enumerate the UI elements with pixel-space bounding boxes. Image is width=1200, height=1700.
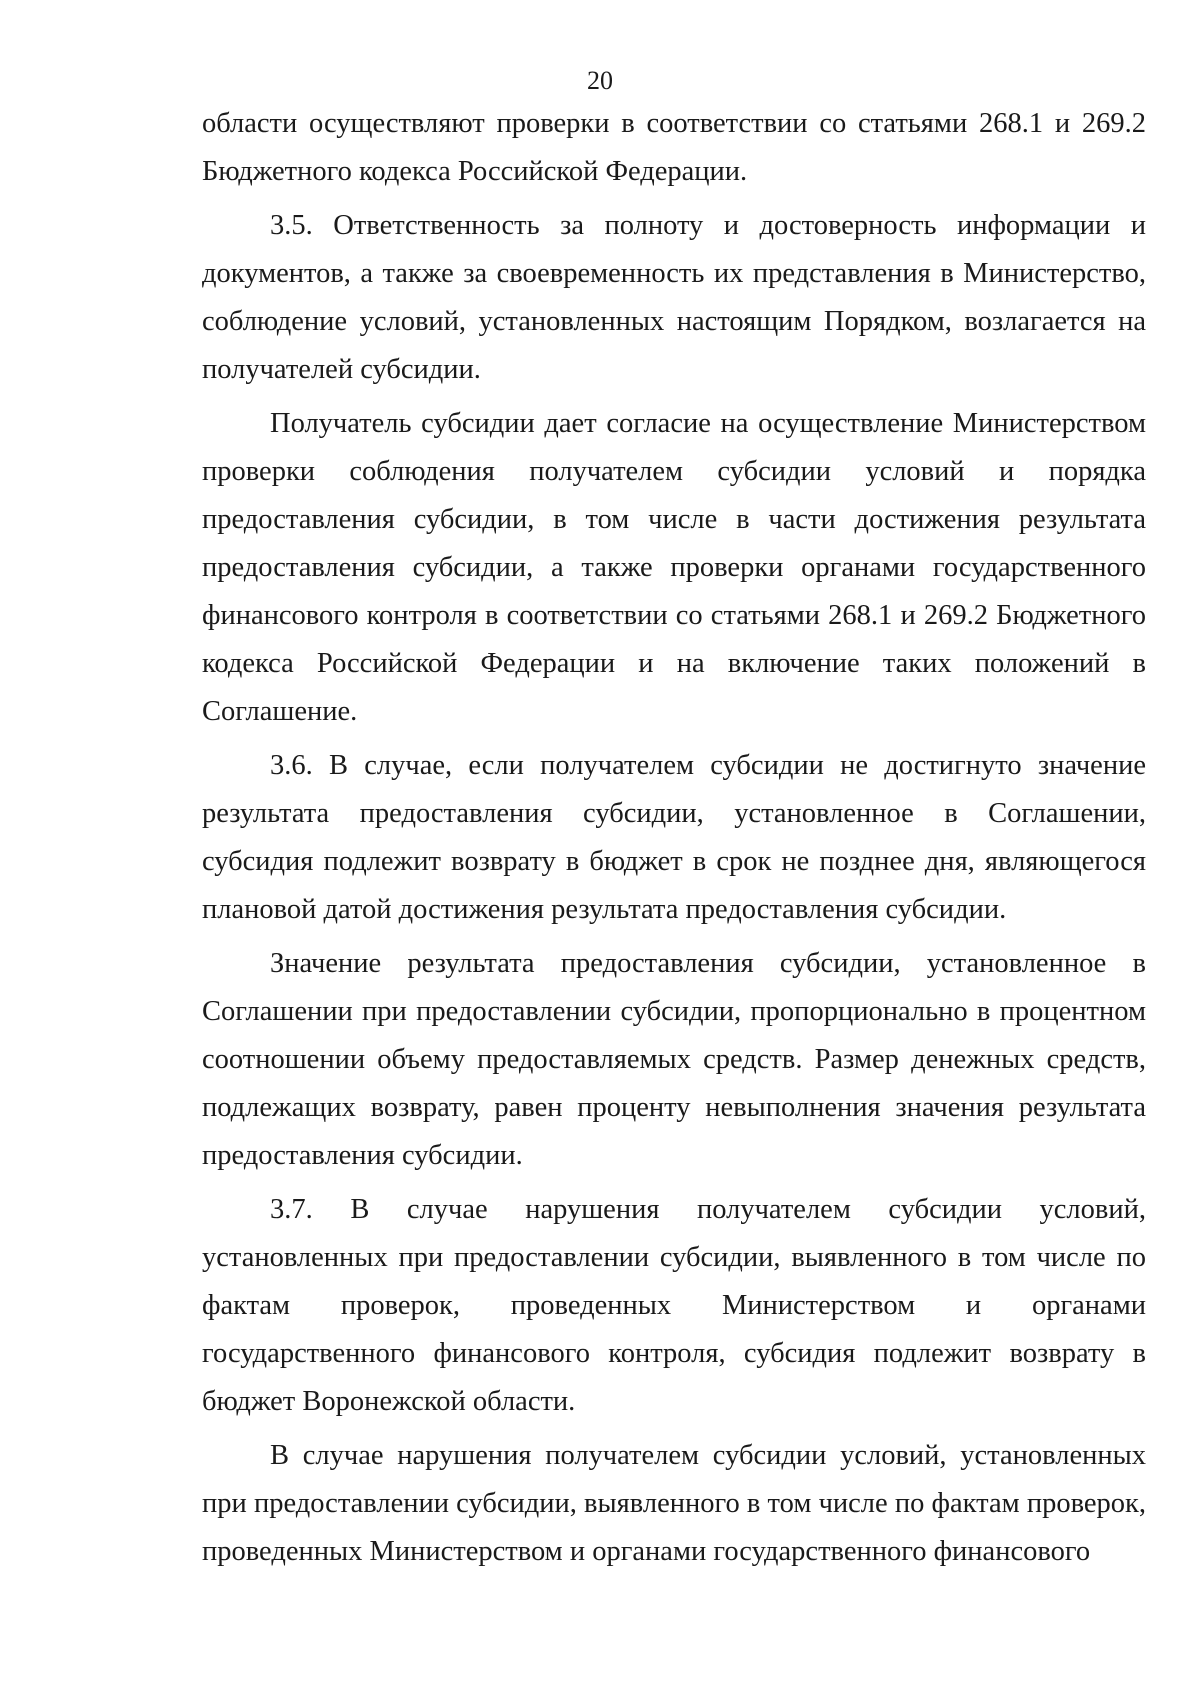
paragraph-violation: В случае нарушения получателем субсидии условий, установленных при предоставлении субсидии, выявленного в том числе по фактам проверок, проведенных Министерством и органами государственного финансового [202, 1440, 1146, 1567]
page-number: 20 [587, 66, 613, 95]
paragraph-result-value: Значение результата предоставления субсидии, установленное в Соглашении при предоставлении субсидии, пропорционально в процентном соотношении объему предоставляемых средств. Размер денежных средств, подлежащих возврату, равен проценту невыполнения значения результата предоставления субсидии. [202, 948, 1146, 1171]
paragraph-continuation: области осуществляют проверки в соответствии со статьями 268.1 и 269.2 Бюджетного кодекса Российской Федерации. [202, 108, 1146, 187]
paragraph-3-6: 3.6. В случае, если получателем субсидии не достигнуто значение результата предоставления субсидии, установленное в Соглашении, субсидия подлежит возврату в бюджет в срок не позднее дня, являющегося плановой датой достижения результата предоставления субсидии. [202, 750, 1146, 925]
paragraph-3-5: 3.5. Ответственность за полноту и достоверность информации и документов, а также за своевременность их представления в Министерство, соблюдение условий, установленных настоящим Порядком, возлагается на получателей субсидии. [202, 210, 1146, 385]
paragraph-3-7: 3.7. В случае нарушения получателем субсидии условий, установленных при предоставлении субсидии, выявленного в том числе по фактам проверок, проведенных Министерством и органами государственного финансового контроля, субсидия подлежит возврату в бюджет Воронежской области. [202, 1194, 1146, 1417]
paragraph-consent: Получатель субсидии дает согласие на осуществление Министерством проверки соблюдения получателем субсидии условий и порядка предоставления субсидии, в том числе в части достижения результата предоставления субсидии, а также проверки органами государственного финансового контроля в соответствии со статьями 268.1 и 269.2 Бюджетного кодекса Российской Федерации и на включение таких положений в Соглашение. [202, 408, 1146, 727]
document-body [202, 100, 1146, 1576]
